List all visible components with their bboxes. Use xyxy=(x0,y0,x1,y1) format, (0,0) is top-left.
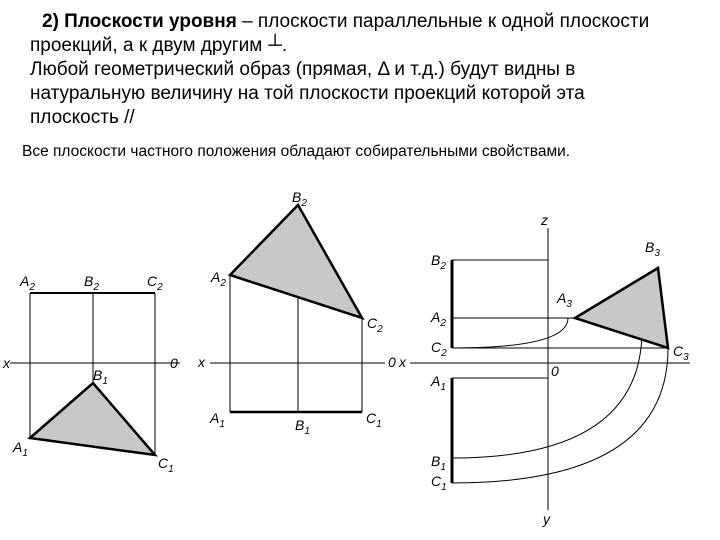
fig2-label-a1: $A_1$ xyxy=(210,410,225,430)
figure-1 xyxy=(2,273,180,475)
fig3-triangle-w xyxy=(575,268,668,348)
fig2-label-b1: $B_1$ xyxy=(295,417,310,437)
line2-end: . xyxy=(281,35,288,56)
figure-3 xyxy=(398,212,690,527)
paragraph-line-3: Любой геометрический образ (прямая, Δ и т.д.) будут видны в xyxy=(30,59,576,80)
fig3-label-a2: $A_2$ xyxy=(431,309,446,329)
paragraph-line-4: натуральную величину на той плоскости проекций которой эта xyxy=(30,83,585,104)
fig3-label-c1: $C_1$ xyxy=(431,473,447,493)
note-text: Все плоскости частного положения обладают собирательными свойствами. xyxy=(22,143,571,160)
fig2-label-c2: $C_2$ xyxy=(367,315,383,335)
fig3-label-y: y xyxy=(543,511,550,527)
fig3-arc-c-small xyxy=(452,318,568,348)
fig3-label-b2: $B_2$ xyxy=(431,252,446,272)
fig1-label-b2: $B_2$ xyxy=(84,273,99,293)
fig1-label-o: 0 xyxy=(170,355,178,371)
fig3-label-b1: $B_1$ xyxy=(431,453,446,473)
fig3-label-x: x xyxy=(399,354,406,370)
fig2-label-x: x xyxy=(198,354,205,370)
fig2-label-o: 0 xyxy=(388,354,396,370)
fig1-label-a2: $A_2$ xyxy=(20,273,35,293)
section-heading: 2) Плоскости уровня xyxy=(42,11,237,32)
paragraph-line-5: плоскость // xyxy=(30,107,135,128)
fig2-label-c1: $C_1$ xyxy=(366,410,382,430)
fig3-label-z: z xyxy=(541,212,548,228)
fig3-arc-b xyxy=(452,330,642,458)
fig3-label-c3: $C_3$ xyxy=(673,343,689,363)
fig2-label-b2: $B_2$ xyxy=(292,189,307,209)
fig3-label-a1: $A_1$ xyxy=(431,373,446,393)
fig3-label-b3: $B_3$ xyxy=(645,239,660,259)
fig3-arc-c xyxy=(452,348,668,483)
fig2-triangle-v xyxy=(230,205,362,318)
fig1-triangle-h xyxy=(30,383,155,455)
perpendicular-icon: ┴ xyxy=(268,35,282,56)
fig3-label-c2: $C_2$ xyxy=(431,339,447,359)
fig2-label-a2: $A_2$ xyxy=(211,269,226,289)
figure-2 xyxy=(197,189,396,437)
line2-text: проекций, а к двум другим xyxy=(30,35,263,56)
fig1-label-c1: $C_1$ xyxy=(158,455,174,475)
fig1-label-b1: $B_1$ xyxy=(93,367,108,387)
fig3-label-a3: $A_3$ xyxy=(557,290,572,310)
fig1-label-x: x xyxy=(3,355,10,371)
heading-rest: – плоскости параллельные к одной плоскости xyxy=(236,11,650,32)
fig3-label-o: 0 xyxy=(551,363,559,379)
fig1-label-a1: $A_1$ xyxy=(13,439,28,459)
fig1-label-c2: $C_2$ xyxy=(147,273,163,293)
